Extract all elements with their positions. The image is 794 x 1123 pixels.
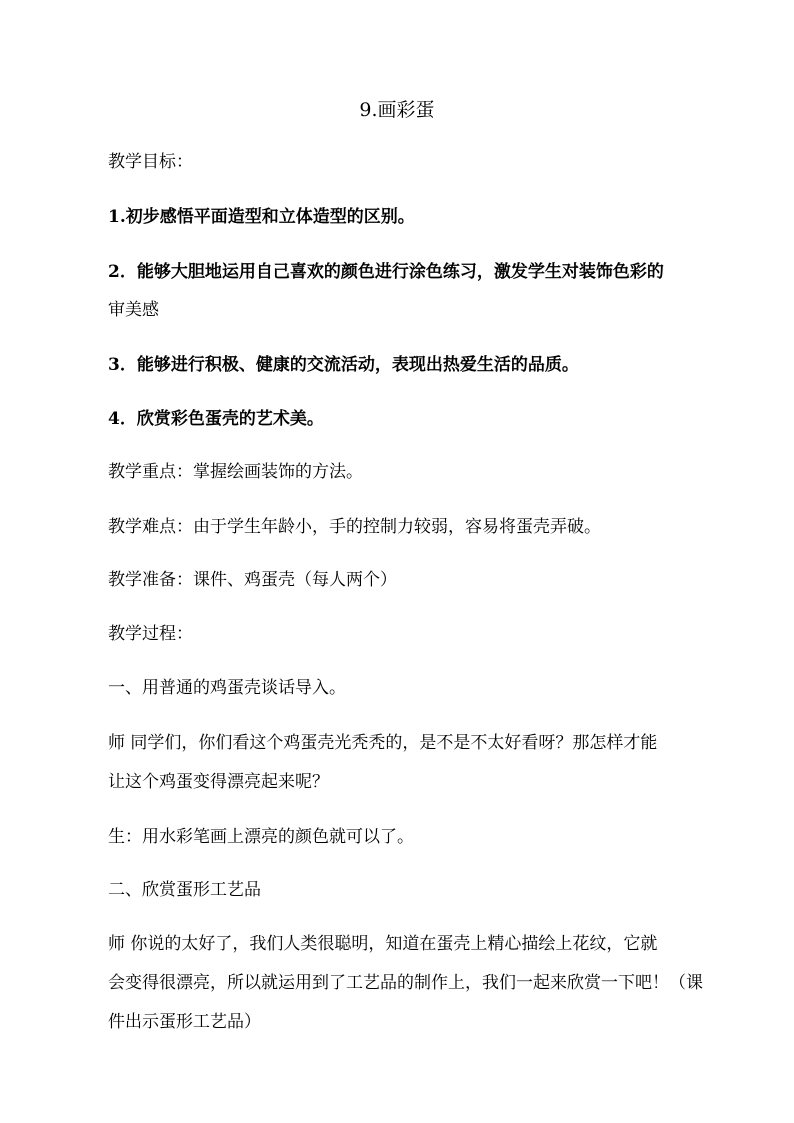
- heading-teaching-process: 教学过程：: [108, 624, 193, 644]
- goal-3: 3．能够进行积极、健康的交流活动，表现出热爱生活的品质。: [108, 355, 579, 375]
- difficulties: 教学难点：由于学生年龄小，手的控制力较弱，容易将蛋壳弄破。: [108, 517, 601, 537]
- step-1-heading: 一、用普通的鸡蛋壳谈话导入。: [108, 678, 346, 698]
- document-title: 9.画彩蛋: [359, 99, 435, 121]
- heading-teaching-goals: 教学目标：: [108, 152, 193, 172]
- key-points: 教学重点：掌握绘画装饰的方法。: [108, 462, 363, 482]
- teacher-line-5: 件出示蛋形工艺品）: [108, 1012, 261, 1032]
- student-reply: 生：用水彩笔画上漂亮的颜色就可以了。: [108, 827, 414, 847]
- teacher-line-3: 师 你说的太好了，我们人类很聪明，知道在蛋壳上精心描绘上花纹，它就: [108, 934, 658, 954]
- goal-1: 1.初步感悟平面造型和立体造型的区别。: [108, 207, 415, 227]
- goal-2-line-2: 审美感: [108, 300, 159, 320]
- teacher-line-4: 会变得很漂亮，所以就运用到了工艺品的制作上，我们一起来欣赏一下吧！（课: [108, 973, 703, 993]
- step-2-heading: 二、欣赏蛋形工艺品: [108, 880, 261, 900]
- goal-4: 4．欣赏彩色蛋壳的艺术美。: [108, 409, 324, 429]
- teacher-line-1: 师 同学们，你们看这个鸡蛋壳光秃秃的，是不是不太好看呀？那怎样才能: [108, 733, 658, 753]
- goal-2-line-1: 2．能够大胆地运用自己喜欢的颜色进行涂色练习，激发学生对装饰色彩的: [108, 262, 664, 282]
- teacher-line-2: 让这个鸡蛋变得漂亮起来呢？: [108, 772, 329, 792]
- preparation: 教学准备：课件、鸡蛋壳（每人两个）: [108, 570, 397, 590]
